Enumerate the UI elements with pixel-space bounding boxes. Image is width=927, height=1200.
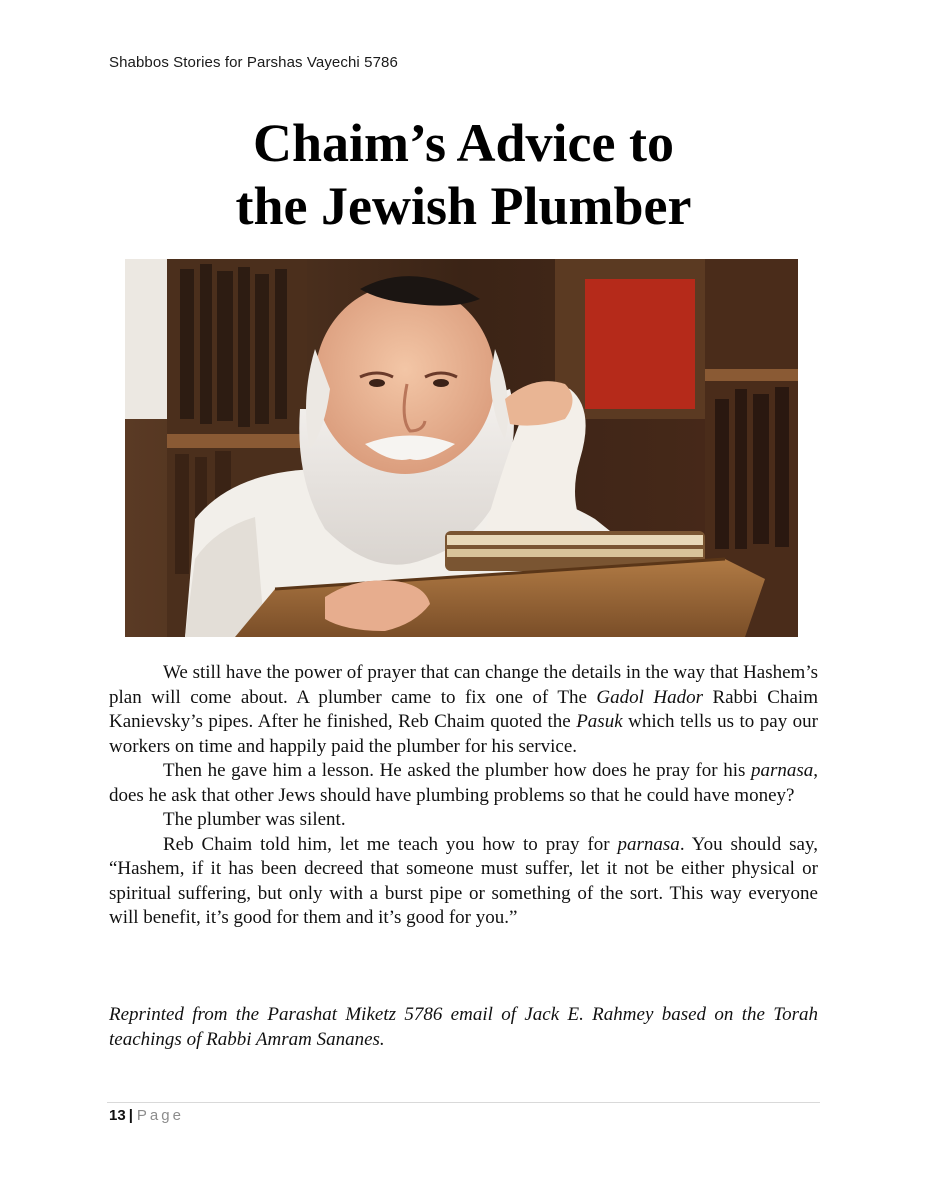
footer-separator: | (128, 1107, 133, 1124)
paragraph-1: We still have the power of prayer that can change the details in the way that Hashem’s plan will come about. A plumber came to fix one of The Gadol Hador Rabbi Chaim Kanievsky’s pipes. After he finished, Reb Chaim quoted the Pasuk which tells us to pay our workers on time and happily paid the plumber for his service. (109, 662, 818, 757)
paragraph-4: Reb Chaim told him, let me teach you how to pray for parnasa. You should say, “Hashem, if it has been decreed that someone must suffer, let it not be either physical or spiritual suffering, but only with a burst pipe or something of the sort. This way everyone will benefit, it’s good for them and it’s good for you.” (109, 833, 818, 928)
page-label: Page (136, 1107, 184, 1124)
reprint-credit: Reprinted from the Parashat Miketz 5786 email of Jack E. Rahmey based on the Torah teachings of Rabbi Amram Sananes. (109, 1004, 818, 1050)
title-line-1: Chaim’s Advice to (253, 113, 674, 173)
footer-divider (107, 1102, 820, 1103)
title-line-2: the Jewish Plumber (235, 176, 692, 236)
story-body (109, 661, 818, 931)
paragraph-2: Then he gave him a lesson. He asked the plumber how does he pray for his parnasa, does he ask that other Jews should have plumbing problems so that he could have money? (109, 760, 818, 806)
page-number: 13 (109, 1107, 126, 1124)
paragraph-3: The plumber was silent. (163, 809, 346, 830)
running-header: Shabbos Stories for Parshas Vayechi 5786 (109, 54, 398, 71)
page-title (0, 112, 927, 238)
photo-rabbi-with-book (125, 259, 798, 637)
page-footer (109, 1107, 184, 1124)
